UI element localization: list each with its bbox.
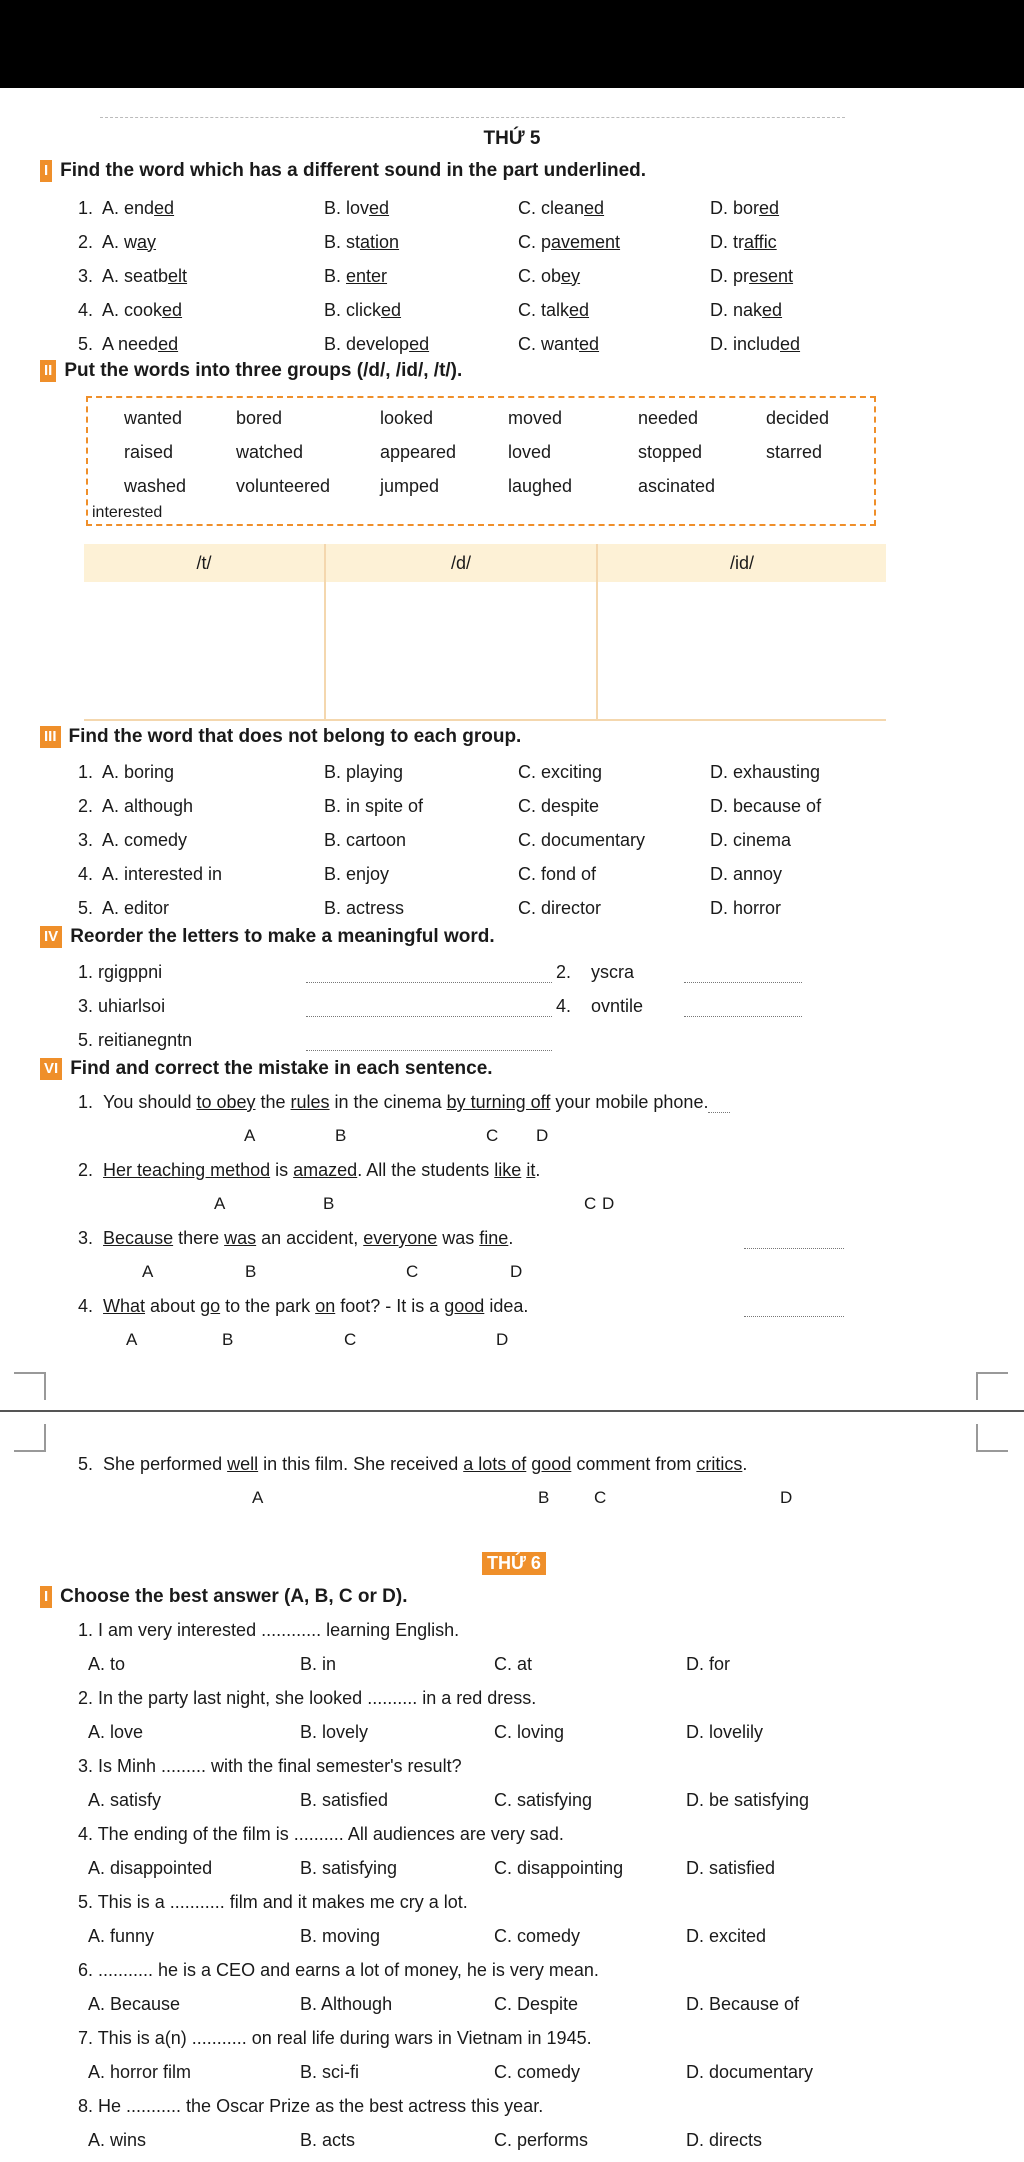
letter-c: C [594,1488,607,1507]
option-b[interactable]: B. clicked [324,299,402,320]
letter-c: C [406,1262,419,1281]
mcq-option-d[interactable]: D. lovelily [686,1722,764,1742]
correction-blank[interactable] [744,1248,844,1249]
mcq-option-b[interactable]: B. in [300,1654,337,1674]
option-d[interactable]: D. horror [710,897,782,918]
section-2-badge: II [40,360,56,382]
top-black-bar [0,0,1024,88]
section-4-badge: IV [40,926,62,948]
mcq-question: 3. Is Minh ......... with the final semester's result? [78,1756,462,1776]
question-number: 2. [78,231,94,252]
option-a[interactable]: A. ended [102,197,175,218]
option-d[interactable]: D. naked [710,299,783,320]
mistake-sentence-3: 3. Because there was an accident, everyone was fine. [78,1228,514,1248]
section-1-badge: I [40,160,52,182]
mcq-option-c[interactable]: C. Despite [494,1994,579,2014]
word: laughed [508,476,573,496]
mcq-question: 4. The ending of the film is .......... All audiences are very sad. [78,1824,564,1844]
mcq-option-a[interactable]: A. to [88,1654,126,1674]
mcq-option-c[interactable]: C. satisfying [494,1790,593,1810]
mcq-option-d[interactable]: D. directs [686,2130,763,2150]
letter-a: A [244,1126,256,1145]
option-c[interactable]: C. fond of [518,863,597,884]
letter-d: D [780,1488,793,1507]
letter-b: B [323,1194,335,1213]
option-d[interactable]: D. cinema [710,829,792,850]
page-break-line [0,1410,1024,1412]
question-number: 1. [78,197,94,218]
odd-one-out-row [78,860,978,888]
reorder-item: 5. reitianegntn [78,1030,193,1050]
reorder-item: 1. rgigppni [78,962,163,982]
col-d-cell[interactable] [325,582,597,720]
reorder-item: 4. ovntile [556,996,644,1016]
mcq-option-b[interactable]: B. satisfying [300,1858,398,1878]
section-3-badge: III [40,726,61,748]
letter-c: C [584,1194,597,1213]
option-d[interactable]: D. bored [710,197,780,218]
letter-a: A [142,1262,154,1281]
letter-c: C [344,1330,357,1349]
letter-b: B [222,1330,234,1349]
letter-a: A [252,1488,264,1507]
section-7-badge: I [40,1586,52,1608]
word: raised [124,442,174,462]
word: watched [236,442,304,462]
sound-question-row [78,262,978,290]
option-c[interactable]: C. documentary [518,829,646,850]
option-d[interactable]: D. because of [710,795,822,816]
mcq-option-d[interactable]: D. be satisfying [686,1790,810,1810]
option-b[interactable]: B. in spite of [324,795,424,816]
option-a[interactable]: A needed [102,333,179,354]
mcq-question: 5. This is a ........... film and it makes me cry a lot. [78,1892,468,1912]
letter-c: C [486,1126,499,1145]
mcq-option-d[interactable]: D. excited [686,1926,767,1946]
option-b[interactable]: B. station [324,231,400,252]
word: jumped [380,476,440,496]
word: stopped [638,442,703,462]
option-b[interactable]: B. actress [324,897,405,918]
option-b[interactable]: B. enjoy [324,863,390,884]
option-c[interactable]: C. wanted [518,333,600,354]
question-number: 1. [78,761,94,782]
section-3-title: Find the word that does not belong to each group. [68,726,522,747]
question-number: 5. [78,897,94,918]
section-6-badge: VI [40,1058,62,1080]
letter-d: D [536,1126,549,1145]
mcq-option-a[interactable]: A. disappointed [88,1858,213,1878]
mcq-option-a[interactable]: A. funny [88,1926,155,1946]
letter-b: B [538,1488,550,1507]
mistake-sentence-1: 1. You should to obey the rules in the cinema by turning off your mobile phone. [78,1092,730,1113]
option-a[interactable]: A. editor [102,897,170,918]
col-id-cell[interactable] [597,582,886,720]
sound-question-row [78,194,978,222]
answer-blank[interactable] [306,1050,552,1051]
word: moved [508,408,563,428]
option-c[interactable]: C. talked [518,299,590,320]
section-1-heading [40,160,646,182]
section-2-heading [40,360,462,382]
letter-d: D [602,1194,615,1213]
grouping-table [84,544,886,721]
odd-one-out-row [78,758,978,786]
option-a[interactable]: A. although [102,795,194,816]
mcq-option-c[interactable]: C. at [494,1654,533,1674]
question-number: 3. [78,829,94,850]
word: wanted [124,408,183,428]
crop-mark [976,1424,1008,1452]
mcq-option-a[interactable]: A. Because [88,1994,181,2014]
section-4-title: Reorder the letters to make a meaningful word. [70,926,495,947]
mcq-option-b[interactable]: B. moving [300,1926,381,1946]
mcq-option-d[interactable]: D. documentary [686,2062,814,2082]
section-3-heading [40,726,521,748]
odd-one-out-row [78,826,978,854]
mcq-question: 1. I am very interested ............ learning English. [78,1620,460,1640]
option-b[interactable]: B. loved [324,197,390,218]
question-number: 4. [78,863,94,884]
reorder-item: 2. yscra [556,962,635,982]
option-c[interactable]: C. despite [518,795,600,816]
letter-b: B [335,1126,347,1145]
col-d-header: /d/ [325,544,597,582]
answer-blank[interactable] [306,1016,552,1017]
option-a[interactable]: A. seatbelt [102,265,188,286]
mcq-option-b[interactable]: B. sci-fi [300,2062,360,2082]
mcq-option-b[interactable]: B. lovely [300,1722,369,1742]
option-b[interactable]: B. developed [324,333,430,354]
section-1-title: Find the word which has a different sound in the part underlined. [60,160,647,181]
sound-question-row [78,330,978,358]
question-number: 4. [78,299,94,320]
mcq-question: 2. In the party last night, she looked .......... in a red dress. [78,1688,537,1708]
option-d[interactable]: D. present [710,265,794,286]
dashed-divider [100,117,845,118]
mcq-option-d[interactable]: D. satisfied [686,1858,776,1878]
word: ascinated [638,476,716,496]
section-6-title: Find and correct the mistake in each sentence. [70,1058,493,1079]
option-a[interactable]: A. boring [102,761,175,782]
mistake-sentence-5: 5. She performed well in this film. She received a lots of good comment from critics. [78,1454,748,1474]
section-7-title: Choose the best answer (A, B, C or D). [60,1586,408,1607]
sound-question-row [78,228,978,256]
word: appeared [380,442,457,462]
option-c[interactable]: C. director [518,897,602,918]
mcq-option-d[interactable]: D. for [686,1654,731,1674]
mcq-option-c[interactable]: C. performs [494,2130,589,2150]
option-b[interactable]: B. enter [324,265,388,286]
mcq-option-b[interactable]: B. satisfied [300,1790,389,1810]
option-c[interactable]: C. exciting [518,761,603,782]
section-6-heading [40,1058,493,1080]
word: starred [766,442,823,462]
option-d[interactable]: D. traffic [710,231,777,252]
word: washed [124,476,187,496]
option-d[interactable]: D. annoy [710,863,783,884]
letter-a: A [126,1330,138,1349]
odd-one-out-row [78,792,978,820]
answer-blank[interactable] [684,1016,802,1017]
option-b[interactable]: B. cartoon [324,829,407,850]
question-number: 5. [78,333,94,354]
word-box [86,396,876,526]
option-a[interactable]: A. cooked [102,299,183,320]
word: bored [236,408,283,428]
section-7-heading [40,1586,408,1608]
section-4-heading [40,926,495,948]
mcq-option-d[interactable]: D. Because of [686,1994,800,2014]
mcq-question: 6. ........... he is a CEO and earns a lot of money, he is very mean. [78,1960,599,1980]
answer-blank[interactable] [306,982,552,983]
mcq-option-a[interactable]: A. love [88,1722,144,1742]
question-number: 2. [78,795,94,816]
letter-d: D [510,1262,523,1281]
mistake-sentence-2: 2. Her teaching method is amazed. All the students like it. [78,1160,541,1180]
mcq-option-c[interactable]: C. comedy [494,1926,581,1946]
option-a[interactable]: A. interested in [102,863,223,884]
col-t-cell[interactable] [84,582,325,720]
word: looked [380,408,434,428]
mcq-option-a[interactable]: A. horror film [88,2062,192,2082]
mcq-question: 7. This is a(n) ........... on real life during wars in Vietnam in 1945. [78,2028,592,2048]
odd-one-out-row [78,894,978,922]
word: interested [92,504,163,521]
mcq-option-b[interactable]: B. acts [300,2130,356,2150]
answer-blank[interactable] [684,982,802,983]
col-t-header: /t/ [84,544,325,582]
word: decided [766,408,830,428]
option-c[interactable]: C. cleaned [518,197,605,218]
mcq-option-c[interactable]: C. loving [494,1722,565,1742]
mistake-sentence-4: 4. What about go to the park on foot? - It is a good idea. [78,1296,529,1316]
letter-a: A [214,1194,226,1213]
crop-mark [14,1372,46,1400]
section-2-title: Put the words into three groups (/d/, /id/, /t/). [64,360,463,381]
option-d[interactable]: D. included [710,333,801,354]
option-a[interactable]: A. way [102,231,157,252]
option-c[interactable]: C. obey [518,265,581,286]
option-c[interactable]: C. pavement [518,231,621,252]
word: needed [638,408,699,428]
mcq-option-a[interactable]: A. wins [88,2130,147,2150]
letter-d: D [496,1330,509,1349]
sound-question-row [78,296,978,324]
question-number: 3. [78,265,94,286]
option-d[interactable]: D. exhausting [710,761,821,782]
option-a[interactable]: A. comedy [102,829,188,850]
mcq-option-b[interactable]: B. Although [300,1994,393,2014]
mcq-option-c[interactable]: C. comedy [494,2062,581,2082]
reorder-item: 3. uhiarlsoi [78,996,166,1016]
crop-mark [976,1372,1008,1400]
crop-mark [14,1424,46,1452]
day-title-thursday: THỨ 5 [483,128,541,149]
day-title-friday: THỨ 6 [482,1552,546,1575]
mcq-option-a[interactable]: A. satisfy [88,1790,162,1810]
option-b[interactable]: B. playing [324,761,404,782]
correction-blank[interactable] [744,1316,844,1317]
col-id-header: /id/ [597,544,886,582]
word: loved [508,442,552,462]
mcq-option-c[interactable]: C. disappointing [494,1858,624,1878]
mcq-question: 8. He ........... the Oscar Prize as the best actress this year. [78,2096,544,2116]
word: volunteered [236,476,331,496]
letter-b: B [245,1262,257,1281]
